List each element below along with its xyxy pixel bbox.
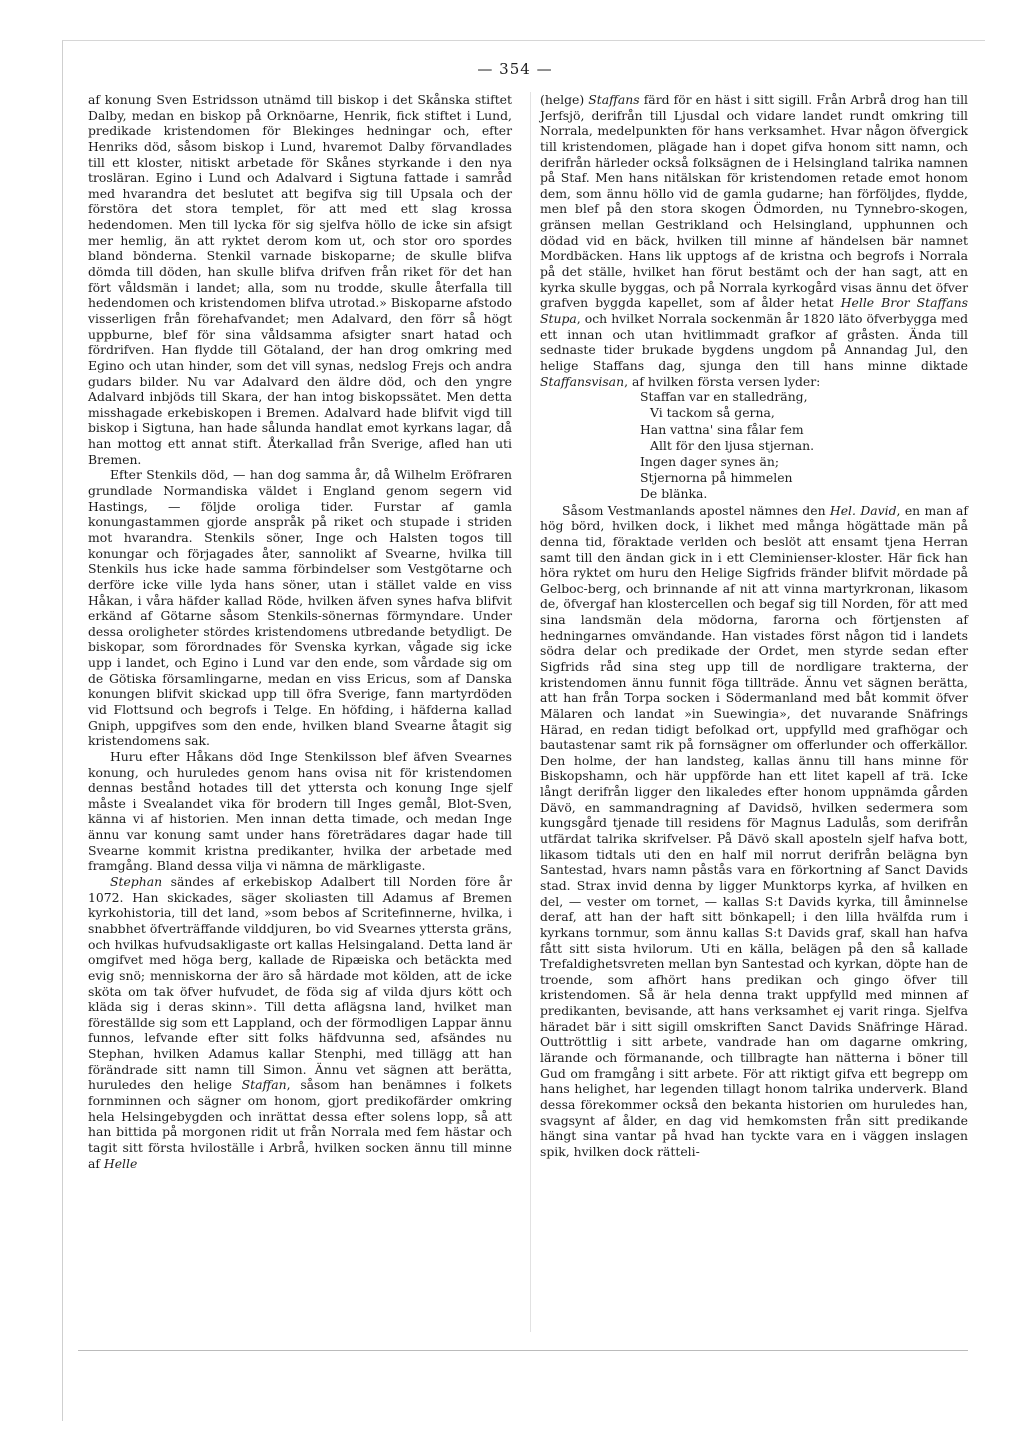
poem-line: Vi tackom så gerna, [650,405,775,421]
page-number: — 354 — [477,60,553,78]
poem-line: Staffan var en stalledräng, [640,389,808,405]
paragraph-text: sändes af erkebiskop Adalbert till Norden före år 1072. Han skickades, säger skoliasten till Adamus af Bremen kyrkohistoria, till det land, »som bebos af Scritefinnerne, hvilka, i snabbhet öfverträffande vilddjuren, bo vid Svearnes yttersta gräns, och hvilkas hufvudsakligaste ort kallas Helsingaland. Detta land är omgifvet med höga berg, kallade de Ripæiska och betäckta med evig snö; menniskorna der äro så härdade mot kölden, att de icke sköta om tak öfver hufvudet, de föda sig af vilda djurs kött och kläda sig i deras skinn». Till detta aflägsna land, hvilket man föreställde sig som ett Lappland, och der förmodligen Lappar ännu funnos, lefvande efter sitt folks häfdvunna sed, afsändes nu Stephan, hvilken Adamus kallar Stenphi, med tillägg att han förändrade sitt namn till Simon. Ännu vet sägnen att berätta, huruledes den helige [88,874,512,1093]
right-column [540,92,968,1160]
paragraph [88,874,512,1171]
name-helle: Helle [103,1155,138,1171]
paragraph-text: , såsom han benämnes i folkets fornminnen och sägner om honom, gjort predikofärder omkring hela Helsingebygden och inrättat dessa efter solens lopp, så att han bittida på morgonen ridit ut från Norrala med fem hästar och tagit sitt första hviloställe i Arbrå, hvilken socken ännu till minne af [88,1077,512,1171]
name-staffan: Staffan [241,1077,287,1093]
name-david: Hel. David [829,502,897,518]
name-stupa: Helle Bror Staffans Stupa [540,295,968,326]
bottom-rule [78,1350,968,1351]
name-stephan: Stephan [110,874,163,890]
paragraph-text: färd för en häst i sitt sigill. Från Arbrå drog han till Jerfsjö, derifrån till Ljusdal och vidare landet rundt omkring till Norrala, medelpunkten för hans verksamhet. Hvar någon öfvergick till kristendomen, plägade han i dopet gifva honom sitt namn, och derifrån härleder också folksägnen de i Helsingland talrika namnen på Staf. Men hans nitälskan för kristendomen retade emot honom dem, som ännu höllo vid de gamla gudarne; han förföljdes, flydde, men blef på den stora skogen Ödmorden, nu Tynnebro-skogen, gränsen mellan Gestrikland och Helsingland, upphunnen och dödad vid en bäck, hvilken till minne af händelsen bär namnet Mordbäcken. Hans lik upptogs af de kristna och begrofs i Norrala på det ställe, hvilket han förut bestämt och der han sagt, att en kyrka skulle byggas, och på Norrala kyrkogård visas ännu det öfver grafven byggda kapellet, som af ålder hetat [540,92,968,311]
poem [640,389,968,502]
paragraph-text: , och hvilket Norrala sockenmän år 1820 läto öfverbygga med ett innan och utan hvitlimmadt grafkor af gråsten. Ända till sednaste tider brukade bygdens ungdom på Annandag Jul, den helige Staffans dag, sjunga den till hans minne diktade [540,310,968,373]
name-staffansvisan: Staffansvisan [540,373,625,389]
paragraph-text: (helge) [540,92,589,107]
paragraph-text: Såsom Vestmanlands apostel nämnes den [562,502,830,518]
poem-line: Stjernorna på himmelen [640,470,793,486]
paragraph: Efter Stenkils död, — han dog samma år, då Wilhelm Eröfraren grundlade Normandiska väldet i England genom segern vid Hastings, — följde oroliga tider. Furstar af gamla konungastammen gjorde anspråk på riket och stupade i striden mot hvarandra. Stenkils söner, Inge och Halsten togos till konungar och förjagades åter, sannolikt af Svearne, hvilka till Stenkils hus icke hade samma förbindelser som Vestgötarne och derföre icke ville lyda hans söner, utan i stället valde en viss Håkan, i våra häfder kallad Röde, hvilken äfven synes hafva blifvit erkänd af Götarne såsom Stenkils-sönernas förmyndare. Under dessa oroligheter stördes kristendomens utbredande betydligt. De biskopar, som förordnades för Svenska kyrkan, vågade sig icke upp i landet, och Egino i Lund var den ende, som vårdade sig om de Götiska församlingarne, medan en viss Ericus, som af Danska konungen blifvit skickad upp till öfra Sverige, fann martyrdöden vid Flottsund och begrofs i Telge. En höfding, i häfderna kallad Gniph, uppgifves som den ende, hvilken bland Svearne åtagit sig kristendomens sak. [88,467,512,749]
paragraph: Huru efter Håkans död Inge Stenkilsson blef äfven Svearnes konung, och huruledes genom hans ovisa nit för kristendomen dennas bestånd hotades till det yttersta och konung Inge sjelf måste i Svealandet vika för brodern till Inges gemål, Blot-Sven, känna vi af historien. Men innan detta timade, och medan Inge ännu var konung samt under hans företrädares dagar hade till Svearne kommit kristna predikanter, hvilka der arbetade med framgång. Bland dessa vilja vi nämna de märkligaste. [88,748,512,874]
poem-line: Allt för den ljusa stjernan. [650,437,815,453]
poem-line: De blänka. [640,486,708,502]
paragraph-text: , en man af hög börd, hvilken dock, i likhet med många högättade män på denna tid, föraktade verlden och beslöt att ensamt tjena Herran samt till den ändan gick in i ett Cleminienser-kloster. Här fick han höra ryktet om huru den Helige Sigfrids fränder blifvit mördade på Gelboc-berg, och brinnande af nit att vinna martyrkronan, likasom de, öfvergaf han klostercellen och begaf sig till Norden, för att med sina landsmän dela mödorna, farorna och förtjensten af hedningarnes omvändande. Han vistades först någon tid i landets södra delar och predikade der Ordet, men styrde sedan efter Sigfrids råd sina steg upp till de nordligare trakterna, der kristendomen ännu funnit föga tillträde. Ännu vet sägnen berätta, att han från Torpa socken i Södermanland med båt kommit öfver Mälaren och landat »in Suewingia», det nuvarande Snäfrings Härad, en redan tidigt befolkad ort, uppfylld med grafhögar och bautastenar samt rik på fornsägner om offerlunder och offerkällor. Den holme, der han landsteg, kallas ännu till hans minne för Biskopshamn, och här uppförde han ett litet kapell af trä. Icke långt derifrån ligger den likaledes efter honom uppnämda gården Dävö, en sammandragning af Davidsö, hvilken sedermera som kungsgård tjenade till residens för Magnus Ladulås, som derifrån utfärdat talrika skrifvelser. På Dävö skall aposteln sjelf hafva bott, likasom tidtals uti den en half mil norrut derifrån belägna byn Santestad, hvars namn påstås vara en förkortning af Sanct Davids stad. Strax invid denna by ligger Munktorps kyrka, af hvilken en del, — vester om tornet, — kallas S:t Davids kyrka, till åminnelse deraf, att han der haft sitt bönkapell; i den lilla hvälfda rum i kyrkans tornmur, som ännu kallas S:t Davids graf, skall han hafva fått sitt sista hvilorum. Uti en källa, belägen på den så kallade Trefaldighetsvreten mellan byn Santestad och kyrkan, döpte han de troende, som afhört hans predikan och gingo öfver till kristendomen. Så är hela denna trakt uppfylld med minnen af predikanten, bevisande, att hans verksamhet ej varit ringa. Sjelfva häradet bär i sitt sigill omskriften Sanct Davids Snäfringe Härad. Outtröttlig i sitt arbete, vandrade han om dagarne omkring, lärande och förmanande, och tillbragte han nätterna i böner till Gud om framgång i sitt arbete. För att riktigt gifva ett begrepp om hans helighet, har legenden tillagt honom talrika underverk. Bland dessa förekommer också den bekanta historien om huruledes han, svagsynt af ålder, en dag vid hemkomsten från sitt predikande hängt sina vantar på hvad han tyckte vara en i väggen inslagen spik, hvilken dock rätteli- [540,502,968,1159]
paragraph-text: , af hvilken första versen lyder: [624,373,821,389]
paragraph [540,92,968,389]
paragraph [540,503,968,1160]
poem-line: Ingen dager synes än; [640,453,780,469]
column-divider [530,92,531,1332]
name-staffans: Staffans [588,92,640,107]
left-column [88,92,512,1171]
poem-line: Han vattna' sina fålar fem [640,421,804,437]
paragraph: af konung Sven Estridsson utnämd till biskop i det Skånska stiftet Dalby, medan en biskop på Orknöarne, Henrik, fick stiftet i Lund, predikade kristendomen för Blekinges hedningar och, efter Henriks död, såsom biskop i Lund, hvaremot Dalby förvandlades till ett kloster, nitiskt arbetade för Skånes styrkande i den nya trosläran. Egino i Lund och Adalvard i Sigtuna fattade i samråd med hvarandra det beslutet att begifva sig till Upsala och der förstöra det stora templet, för att med ett slag krossa hedendomen. Men till lycka för sig sjelfva höllo de icke sin afsigt mer hemlig, än att ryktet derom kom ut, och stor oro spordes bland bönderna. Stenkil varnade biskoparne; de skulle blifva dömda till döden, han skulle blifva drifven från riket för det han fört våldsmän i landet; alla, som nu trodde, skulle återfalla till hedendomen och kristendomen blifva utrotad.» Biskoparne afstodo visserligen från förehafvandet; men Adalvard, den förr så högt uppburne, blef för sina våldsamma afsigter snart hatad och fördrifven. Han flydde till Götaland, der han drog omkring med Egino och utan hinder, som det vill synas, nedslog Frejs och andra gudars bilder. Nu var Adalvard den äldre död, och den yngre Adalvard inbjöds till Skara, der han intog biskopssätet. Men detta misshagade erkebiskopen i Bremen. Adalvard hade blifvit vigd till biskop i Sigtuna, han hade sålunda handlat emot kyrkans lagar, då han mottog ett annat stift. Återkallad från Sverige, afled han uti Bremen. [88,92,512,467]
